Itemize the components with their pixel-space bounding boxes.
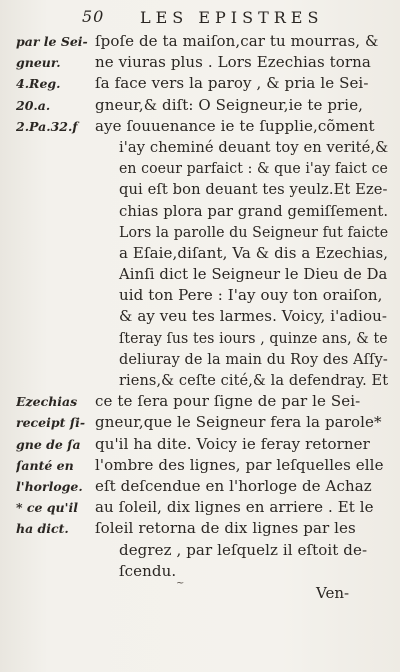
ornament-mark: ~ [176,578,185,589]
margin-note: l'horloge. [16,478,83,494]
text-row [0,179,400,200]
text-line: riens,& ceſte cité,& la defendray. Et [119,371,389,389]
text-row [0,285,400,306]
text-line: gneur,& diſt: O Seigneur,ie te prie, [95,95,364,114]
page-number: 50 [82,7,105,26]
text-line: au ſoleil, dix lignes en arriere . Et le [95,498,374,517]
text-line: ſcendu. [119,561,177,580]
text-row [0,137,400,158]
text-row [0,31,400,52]
text-line: a Eſaie,diſant, Va & dis a Ezechias, [119,243,389,262]
catchword: Ven- [316,584,350,602]
text-row [0,349,400,370]
text-row [0,95,400,116]
running-head: LES EPISTRES [140,8,324,27]
text-row [0,412,400,433]
margin-note: par le Sei- [16,34,88,49]
text-block [0,31,400,582]
text-line: ſpoſe de ta maiſon,car tu mourras, & [95,32,379,50]
margin-note: 4.Reg. [16,76,61,92]
text-row [0,455,400,476]
text-row [0,518,400,539]
text-line: qu'il ha dite. Voicy ie feray retorner [95,434,370,453]
margin-note: Ezechias [16,394,78,410]
text-row [0,222,400,243]
text-row [0,497,400,518]
text-row [0,476,400,497]
text-line: ce te ſera pour ſigne de par le Sei- [95,392,361,411]
text-line: uid ton Pere : I'ay ouy ton oraiſon, [119,286,383,305]
text-line: i'ay cheminé deuant toy en verité,& [119,137,389,156]
text-line: eſt deſcendue en l'horloge de Achaz [95,476,372,495]
text-row [0,561,400,582]
page-header [0,7,400,31]
text-row [0,158,400,179]
text-row [0,306,400,327]
text-row [0,52,400,73]
text-line: qui eſt bon deuant tes yeulz.Et Eze- [119,180,388,199]
margin-note: ha dict. [16,521,69,537]
text-row [0,434,400,455]
margin-note: gneur. [16,55,61,71]
text-line: l'ombre des lignes, par leſquelles elle [95,455,384,474]
text-line: ſteray ſus tes iours , quinze ans, & te [119,328,388,347]
text-line: ne viuras plus . Lors Ezechias torna [95,53,371,72]
margin-note: 2.Pa.32.f [16,118,78,134]
text-line: ſa face vers la paroy , & pria le Sei- [95,74,369,93]
text-line: Ainſi dict le Seigneur le Dieu de Da [119,265,388,284]
text-row [0,243,400,264]
text-line: & ay veu tes larmes. Voicy, i'adiou- [119,307,388,326]
margin-note: * ce qu'il [16,500,78,516]
text-line: ſoleil retorna de dix lignes par les [95,519,356,538]
text-line: gneur,que le Seigneur fera la parole* [95,413,382,432]
text-row [0,328,400,349]
margin-note: receipt ſi- [16,415,86,431]
text-row [0,73,400,94]
text-line: en coeur parfaict : & que i'ay faict ce [119,159,388,178]
text-row [0,264,400,285]
text-line: aye ſouuenance ie te ſupplie,cõment [95,116,375,135]
text-line: chias plora par grand gemiſſement. [119,201,389,220]
text-row [0,116,400,137]
margin-note: 20.a. [16,97,51,113]
margin-note: gne de ſa [16,436,81,452]
text-row [0,201,400,222]
text-line: Lors la parolle du Seigneur fut faicte [119,222,389,241]
text-row [0,370,400,391]
text-line: deliuray de la main du Roy des Aſſy- [119,349,388,368]
margin-note: ſanté en [16,457,74,473]
text-row [0,391,400,412]
text-row [0,540,400,561]
text-line: degrez , par leſquelz il eſtoit de- [119,540,368,559]
